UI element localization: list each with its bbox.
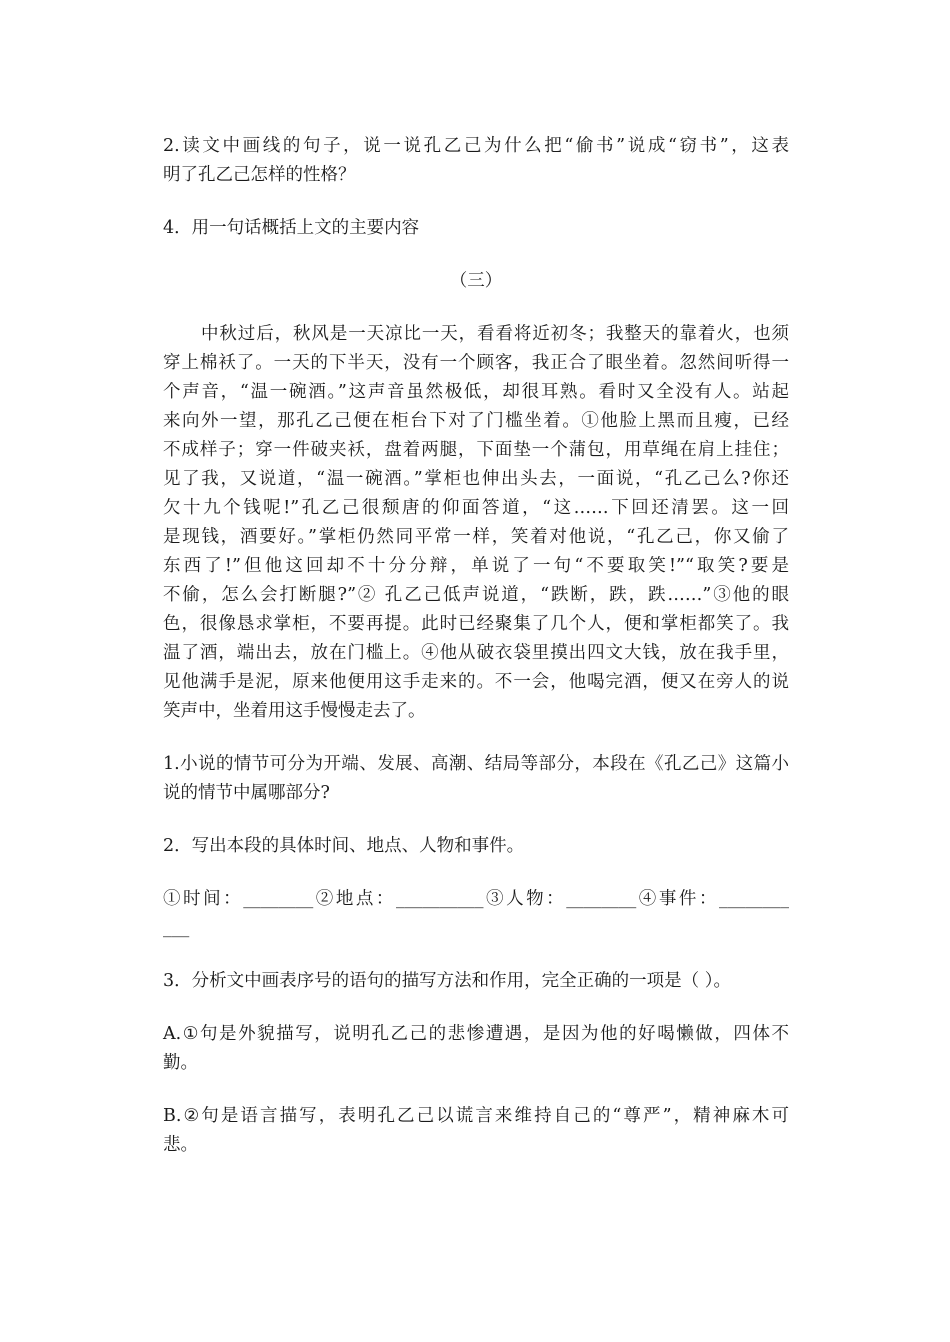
option-b-line-2: 悲。 — [163, 1135, 198, 1155]
passage-line: 不偷，怎么会打断腿?”② 孔乙己低声说道，“跌断，跌，跌……”③他的眼 — [163, 585, 789, 605]
passage-line: 来向外一望，那孔乙己便在柜台下对了门槛坐着。①他脸上黑而且瘦，已经 — [163, 411, 789, 431]
option-b-line-1: B.②句是语言描写，表明孔乙己以谎言来维持自己的“尊严”，精神麻木可 — [163, 1106, 789, 1126]
passage-line: 欠十九个钱呢!”孔乙己很颓唐的仰面答道，“这……下回还清罢。这一回 — [163, 498, 789, 518]
passage-line: 笑声中，坐着用这手慢慢走去了。 — [163, 701, 426, 721]
passage-line: 温了酒，端出去，放在门槛上。④他从破衣袋里摸出四文大钱，放在我手里， — [163, 643, 789, 663]
question-1-line-2: 说的情节中属哪部分? — [163, 783, 330, 803]
passage-line: 见了我，又说道，“温一碗酒。”掌柜也伸出头去，一面说，“孔乙己么?你还 — [163, 469, 789, 489]
passage-line: 穿上棉袄了。一天的下半天，没有一个顾客，我正合了眼坐着。忽然间听得一 — [163, 353, 789, 373]
section-title: （三） — [449, 271, 503, 291]
option-a-line-1: A.①句是外貌描写，说明孔乙己的悲惨遭遇，是因为他的好喝懒做，四体不 — [163, 1024, 789, 1044]
option-a-line-2: 勤。 — [163, 1053, 198, 1073]
passage-line: 色，很像恳求掌柜，不要再提。此时已经聚集了几个人，便和掌柜都笑了。我 — [163, 614, 789, 634]
question-3: 3．分析文中画表序号的语句的描写方法和作用，完全正确的一项是（ ）。 — [163, 971, 731, 991]
passage-line: 中秋过后，秋风是一天凉比一天，看看将近初冬；我整天的靠着火，也须 — [201, 324, 789, 344]
question-4: 4．用一句话概括上文的主要内容 — [163, 218, 420, 238]
fill-in-blanks-line-1: ①时间：________②地点：__________③人物：________④事件：________ — [163, 889, 789, 909]
question-2-line-2: 明了孔乙己怎样的性格？ — [163, 165, 356, 185]
question-2: 2．写出本段的具体时间、地点、人物和事件。 — [163, 836, 525, 856]
passage-line: 见他满手是泥，原来他便用这手走来的。不一会，他喝完酒，便又在旁人的说 — [163, 672, 789, 692]
question-2-line-1: 2.读文中画线的句子，说一说孔乙己为什么把“偷书”说成“窃书”，这表 — [163, 136, 789, 156]
passage-line: 不成样子；穿一件破夹袄，盘着两腿，下面垫一个蒲包，用草绳在肩上挂住； — [163, 440, 789, 460]
fill-in-blanks-line-2: ___ — [163, 918, 190, 938]
passage-line: 是现钱，酒要好。”掌柜仍然同平常一样，笑着对他说，“孔乙己，你又偷了 — [163, 527, 789, 547]
question-1-line-1: 1.小说的情节可分为开端、发展、高潮、结局等部分，本段在《孔乙己》这篇小 — [163, 754, 789, 774]
passage-line: 东西了!”但他这回却不十分分辩，单说了一句“不要取笑!”“取笑?要是 — [163, 556, 789, 576]
passage-line: 个声音，“温一碗酒。”这声音虽然极低，却很耳熟。看时又全没有人。站起 — [163, 382, 789, 402]
